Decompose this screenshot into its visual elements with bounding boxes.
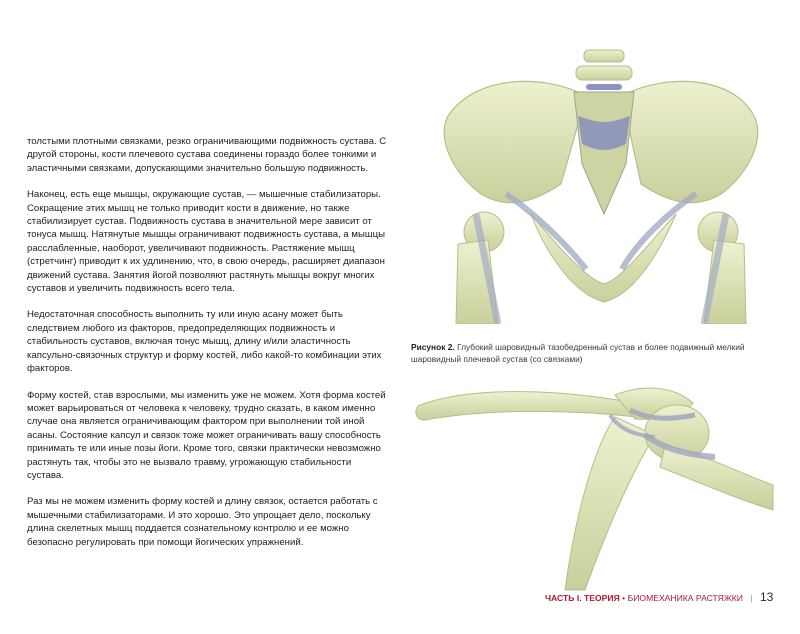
- page-number: 13: [759, 590, 774, 604]
- figure-label: Рисунок 2.: [411, 342, 455, 352]
- lumbar-vertebra: [584, 50, 624, 62]
- footer-part: ЧАСТЬ I. ТЕОРИЯ: [545, 593, 620, 603]
- lumbar-vertebra: [576, 66, 632, 80]
- humerus: [660, 445, 773, 510]
- footer-bullet: •: [622, 593, 626, 603]
- figure-caption-text: Глубокий шаровидный тазобедренный сустав и более подвижный мелкий шаровидный плечевой сустав (со связками): [411, 342, 745, 364]
- paragraph-1: толстыми плотными связками, резко ограничивающими подвижность сустава. С другой стороны, кости плечевого сустава соединены гораздо более тонкими и эластичными связками, допускающими значительно большую подвижность.: [27, 136, 387, 174]
- ligament: [622, 194, 696, 269]
- body-text-column: [27, 135, 389, 562]
- paragraph-3: Недостаточная способность выполнить ту или иную асану может быть следствием любого из факторов, предопределяющих подвижность и стабильность суставов, включая тонус мышц, длину и/или эластичность капсульно-связочных структур и форму костей, либо какой-то комбинации этих факторов.: [27, 309, 382, 375]
- intervertebral-disc: [586, 84, 622, 90]
- scapula: [565, 417, 655, 590]
- shoulder-joint-illustration: [415, 375, 775, 600]
- footer-section: БИОМЕХАНИКА РАСТЯЖКИ: [627, 593, 743, 603]
- paragraph-4: Форму костей, став взрослыми, мы изменить уже не можем. Хотя форма костей может варьироваться от человека к человеку, трудно сказать, в каком именно случае она является ограничивающим фактором при выполнении той иной асаны. Состояние капсул и связок тоже может ограничивать вашу способность принимать те или иные позы йоги. Кроме того, связки практически невозможно растянуть так, чтобы это не вызвало травму, угрожающую стабильности сустава.: [27, 389, 386, 481]
- paragraph-2: Наконец, есть еще мышцы, окружающие сустав, — мышечные стабилизаторы. Сокращение этих мышц не только приводит кости в движение, но также стабилизирует сустав. Подвижность сустава в значительной мере зависит от тонуса мышц. Натянутые мышцы ограничивают подвижность сустава, а мышцы расслабленные, наоборот, увеличивают подвижность. Растяжение мышц (стретчинг) приводит к их удлинению, что, в свою очередь, расширяет диапазон движений сустава. Занятия йогой позволяют растянуть мышцы вокруг многих суставов и увеличить подвижность всего тела.: [27, 189, 385, 295]
- sacrum: [574, 92, 634, 214]
- figure-caption: [411, 342, 783, 365]
- footer-separator: |: [750, 593, 753, 603]
- left-iliac-wing: [444, 81, 586, 202]
- page-footer: [545, 590, 774, 606]
- right-iliac-wing: [622, 81, 758, 202]
- paragraph-5: Раз мы не можем изменить форму костей и длину связок, остается работать с мышечными стабилизаторами. И это хорошо. Это упрощает дело, поскольку длина скелетных мышц поддается сознательному контролю и ее можно безопасно регулировать при помощи йогических упражнений.: [27, 496, 378, 548]
- pelvis-hip-joint-illustration: [436, 44, 766, 324]
